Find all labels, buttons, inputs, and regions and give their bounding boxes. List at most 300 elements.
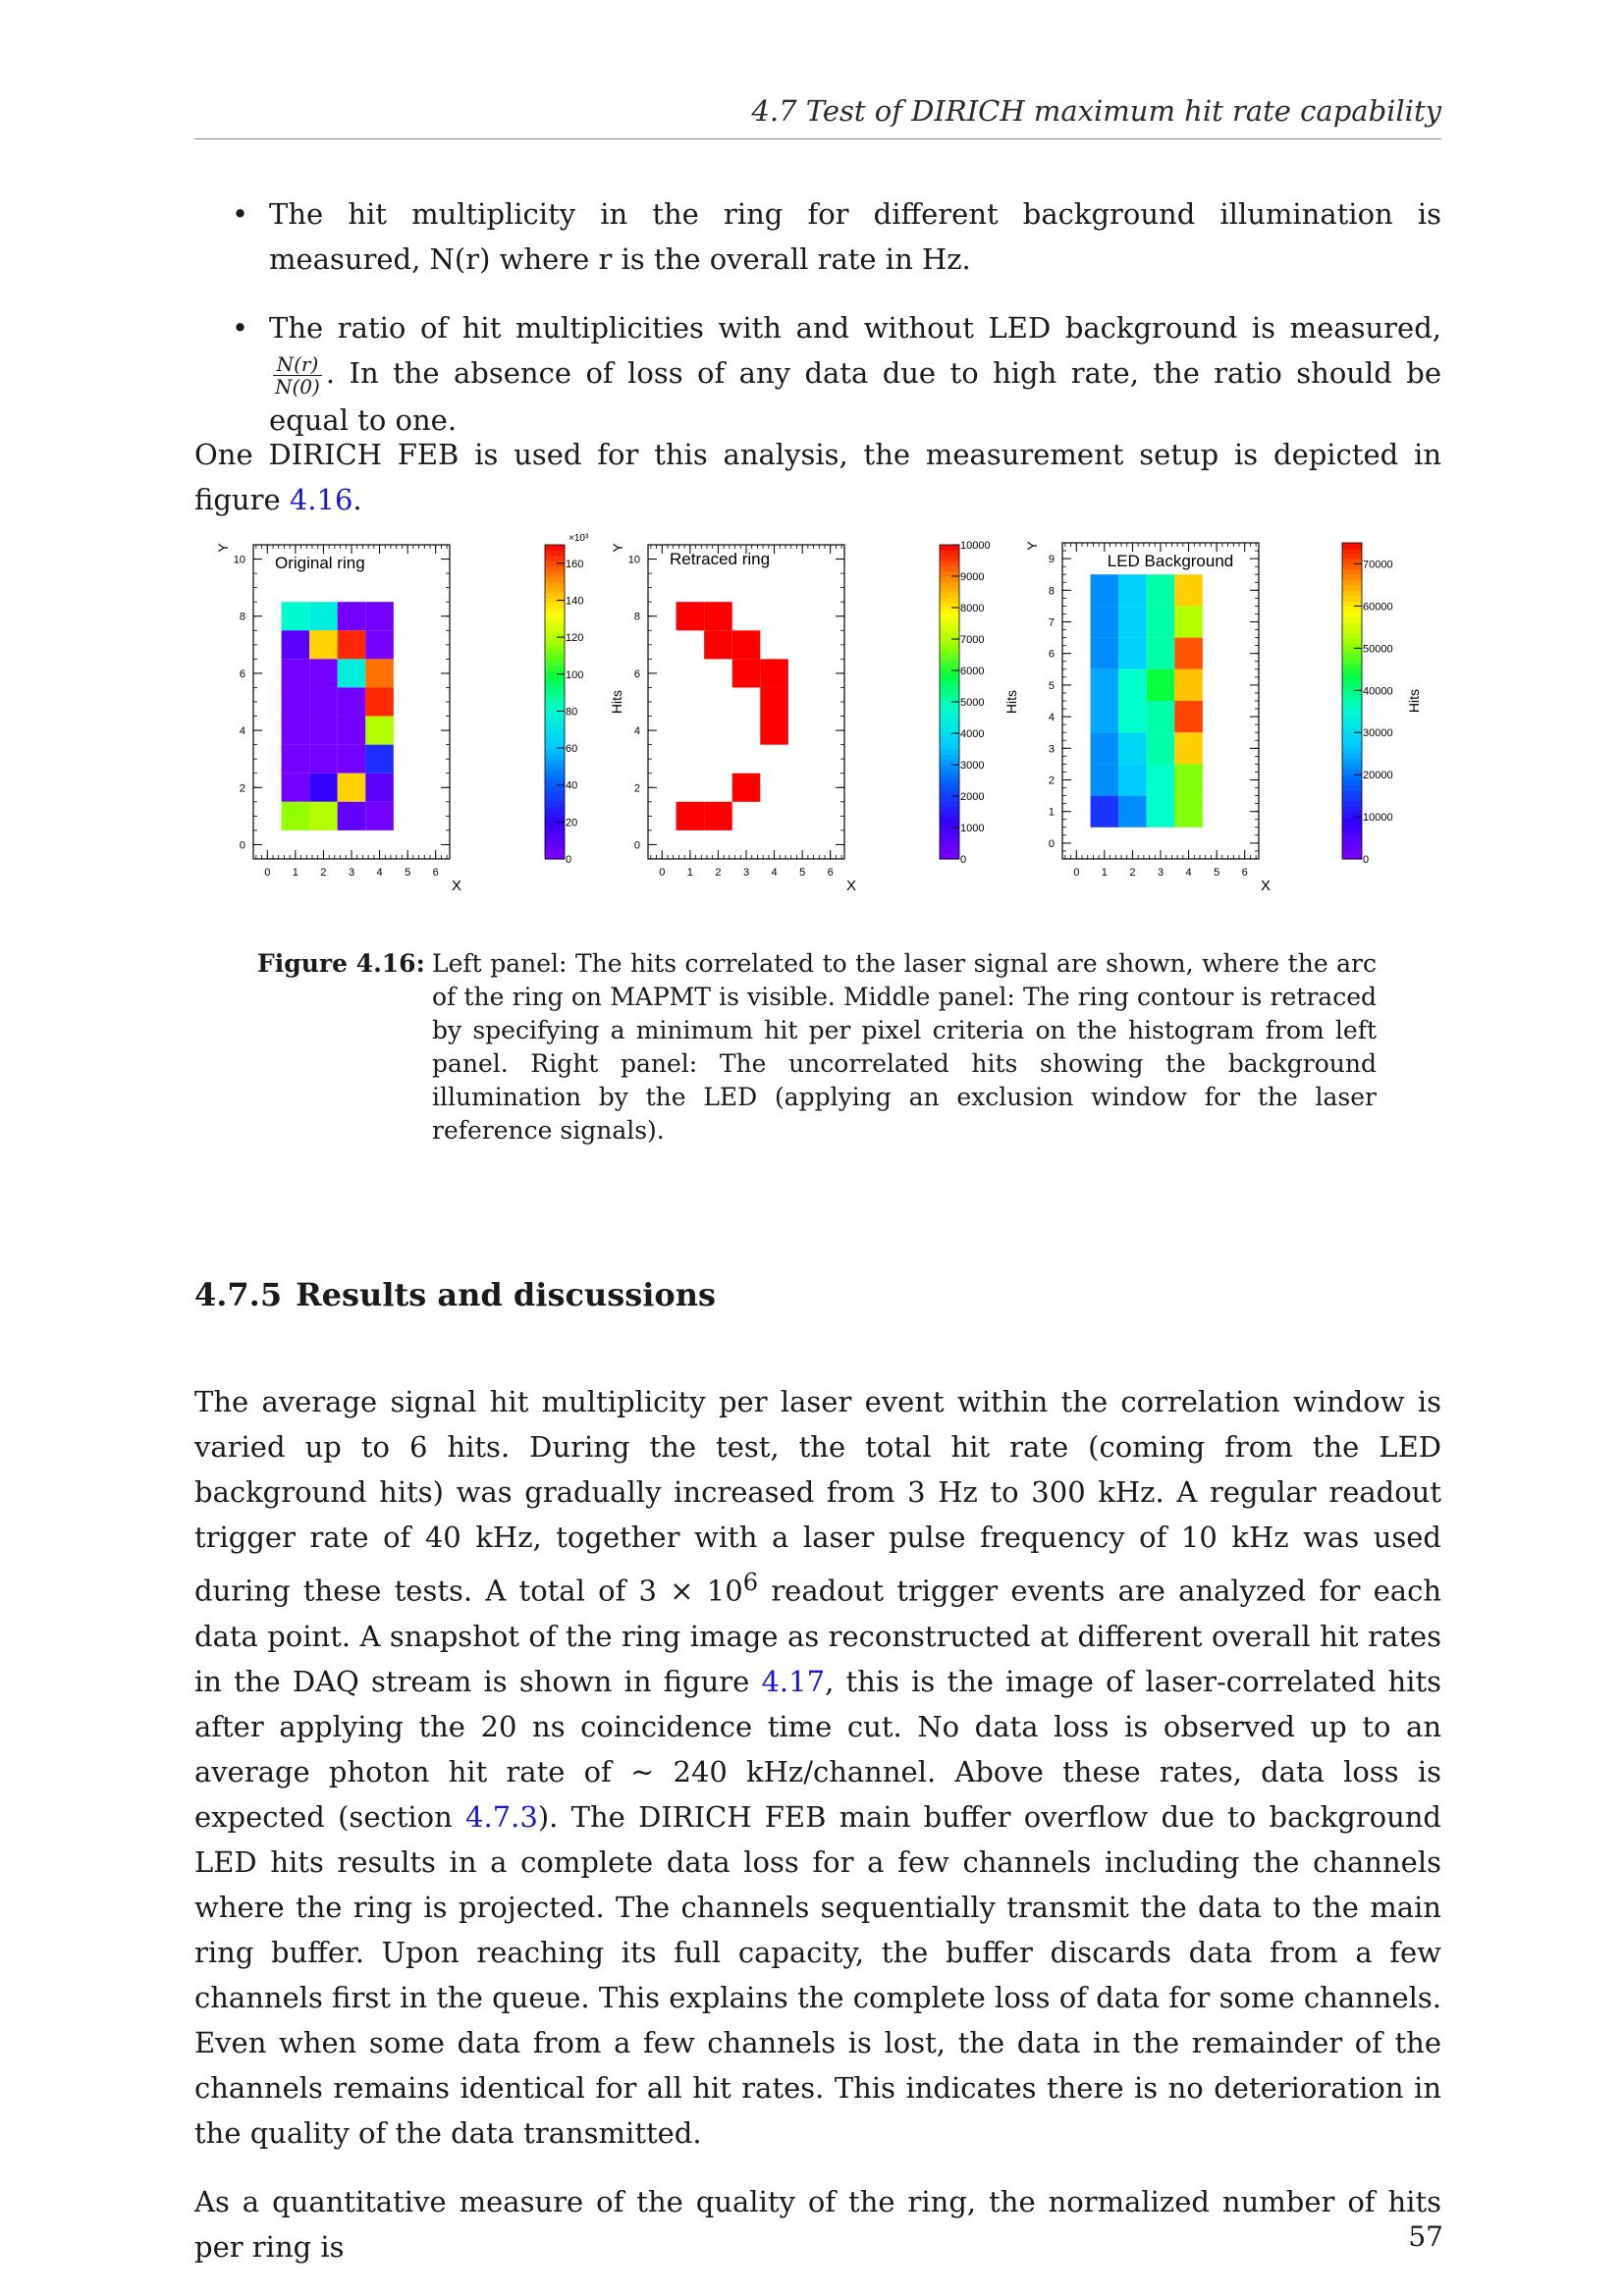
paragraph-text: , this is the image of laser-correlated hits after applying the 20 ns coincidence time cut. No data loss is observed up to an average photon hit rate of ∼ 240 kHz/channel. Above these rates, data loss is expected (section <box>194 1664 1441 1834</box>
colorbar-segment <box>1342 622 1362 628</box>
colorbar-segment <box>1342 848 1362 854</box>
colorbar-segment <box>1342 638 1362 644</box>
colorbar-segment <box>940 592 959 598</box>
heatmap-cell <box>704 630 732 659</box>
heatmap-cell <box>282 659 310 687</box>
colorbar-tick-label: 9000 <box>960 571 985 583</box>
y-tick-label: 2 <box>239 782 245 795</box>
colorbar-segment <box>940 775 959 781</box>
heatmap-cell <box>365 687 394 716</box>
y-tick-label: 6 <box>239 667 245 680</box>
heatmap-cell <box>1091 732 1119 764</box>
colorbar-segment <box>940 832 959 838</box>
heatmap-cell <box>1174 669 1203 701</box>
colorbar-segment <box>545 823 565 828</box>
section-number: 4.7.5 <box>194 1276 283 1313</box>
colorbar-segment <box>1342 580 1362 586</box>
panel-title: Retraced ring <box>670 550 771 568</box>
heatmap-cell <box>309 687 338 716</box>
colorbar-segment <box>940 765 959 771</box>
colorbar-segment <box>940 670 959 676</box>
x-tick-label: 5 <box>799 867 806 879</box>
exponent: 6 <box>742 1569 759 1596</box>
x-tick-label: 2 <box>320 867 327 879</box>
paragraph-text: ). The DIRICH FEB main buffer overflow due to background LED hits results in a complete data loss for a few channels including the channels where the ring is projected. The channels sequentially transmit the data to the main ring buffer. Upon reaching its full capacity, the buffer discards data from a few channels first in the queue. This explains the complete loss of data for some channels. Even when some data from a few channels is lost, the data in the remainder of the channels remains identical for all hit rates. This indicates there is no deterioration in the quality of the data transmitted. <box>194 1799 1441 2150</box>
ratio-fraction <box>273 353 322 398</box>
colorbar-segment <box>1342 774 1362 780</box>
x-tick-label: 4 <box>376 867 383 879</box>
y-tick-label: 8 <box>1048 585 1055 598</box>
heatmap-cell <box>732 774 761 802</box>
heatmap-cell <box>282 602 310 630</box>
colorbar-segment <box>545 608 565 614</box>
colorbar-segment <box>1342 721 1362 727</box>
colorbar-segment <box>1342 690 1362 696</box>
heatmap-cell <box>1118 574 1147 606</box>
colorbar-segment <box>1342 817 1362 823</box>
panel-retraced-ring <box>610 540 1019 894</box>
colorbar-segment <box>1342 748 1362 754</box>
heatmap-cell <box>365 630 394 659</box>
colorbar-segment <box>1342 574 1362 580</box>
heatmap-cell <box>338 774 366 802</box>
heatmap-cell <box>365 745 394 774</box>
colorbar-segment <box>1342 569 1362 575</box>
y-tick-label: 8 <box>239 611 245 623</box>
heatmap-cell <box>282 745 310 774</box>
caption-text: Left panel: The hits correlated to the laser signal are shown, where the arc of the ring on MAPMT is visible. Middle panel: The ring contour is retraced by specifying a minimum hit per pixel criteria on the histogram from left panel. Right panel: The uncorrelated hits showing the background illumination by the LED (applying an exclusion window for the laser reference signals). <box>432 949 1377 1145</box>
x-axis-label: X <box>845 878 856 894</box>
colorbar-segment <box>940 628 959 634</box>
colorbar-segment <box>1342 659 1362 665</box>
heatmap-cell <box>1091 764 1119 795</box>
colorbar-segment <box>545 545 565 551</box>
x-tick-label: 1 <box>1101 867 1108 879</box>
colorbar-segment <box>1342 764 1362 770</box>
colorbar-segment <box>940 718 959 723</box>
colorbar-segment <box>940 713 959 719</box>
colorbar-segment <box>1342 616 1362 622</box>
colorbar-segment <box>1342 843 1362 849</box>
colorbar-segment <box>940 650 959 656</box>
colorbar-segment <box>545 843 565 849</box>
heatmap-cell <box>1174 638 1203 669</box>
y-axis-label: Y <box>1024 541 1040 551</box>
panel-original-ring <box>215 533 624 894</box>
heatmap-cell <box>338 802 366 830</box>
colorbar-segment <box>545 613 565 618</box>
heatmap-cell <box>365 717 394 745</box>
colorbar-segment <box>1342 717 1362 722</box>
colorbar-segment <box>545 565 565 571</box>
colorbar-segment <box>545 775 565 781</box>
heatmap-cell <box>1174 701 1203 732</box>
colorbar-segment <box>940 613 959 618</box>
heatmap-cell <box>760 717 788 745</box>
colorbar-segment <box>545 639 565 645</box>
heatmap-cell <box>309 774 338 802</box>
colorbar-segment <box>1342 754 1362 760</box>
colorbar-segment <box>545 832 565 838</box>
colorbar-tick-label: 20000 <box>1363 770 1393 782</box>
heatmap-cell <box>309 745 338 774</box>
heatmap-cell <box>732 630 761 659</box>
y-axis-label: Y <box>610 543 625 553</box>
colorbar-tick-label: 3000 <box>960 760 985 772</box>
colorbar-segment <box>940 597 959 603</box>
colorbar-segment <box>940 675 959 681</box>
heatmap-cell <box>309 630 338 659</box>
heatmap-cell <box>338 687 366 716</box>
colorbar-segment <box>1342 632 1362 638</box>
intro-paragraph <box>194 432 1441 522</box>
heatmap-cell <box>760 659 788 687</box>
results-paragraph-2: As a quantitative measure of the quality of the ring, the normalized number of hits per ring is <box>194 2184 1441 2264</box>
heatmap-cell <box>309 602 338 630</box>
colorbar-segment <box>545 581 565 587</box>
y-tick-label: 4 <box>1048 712 1055 724</box>
colorbar-segment <box>940 838 959 844</box>
colorbar-segment <box>940 848 959 854</box>
x-tick-label: 2 <box>715 867 722 879</box>
colorbar-segment <box>1342 790 1362 796</box>
colorbar-tick-label: 40 <box>566 779 578 792</box>
colorbar-tick-label: 0 <box>1363 854 1370 866</box>
y-tick-label: 9 <box>1048 554 1055 566</box>
colorbar-segment <box>1342 743 1362 749</box>
heatmap-cell <box>1147 669 1175 701</box>
colorbar-segment <box>545 760 565 766</box>
colorbar-label: Hits <box>609 689 624 715</box>
heatmap-cell <box>732 659 761 687</box>
colorbar-segment <box>940 733 959 739</box>
y-tick-label: 3 <box>1048 743 1055 756</box>
colorbar-segment <box>940 722 959 728</box>
y-tick-label: 6 <box>1048 648 1055 661</box>
y-tick-label: 8 <box>633 611 640 623</box>
heatmap-cell <box>1147 796 1175 828</box>
heatmap-cell <box>1091 574 1119 606</box>
x-tick-label: 5 <box>405 867 411 879</box>
colorbar-segment <box>1342 627 1362 633</box>
colorbar-segment <box>1342 832 1362 838</box>
colorbar-segment <box>545 603 565 609</box>
heatmap-cell <box>309 717 338 745</box>
heatmap-cell <box>1118 764 1147 795</box>
heatmap-cell <box>309 802 338 830</box>
colorbar-segment <box>940 639 959 645</box>
x-axis-label: X <box>1260 878 1271 894</box>
colorbar-segment <box>545 791 565 797</box>
colorbar-segment <box>545 765 565 771</box>
colorbar-tick-label: 2000 <box>960 791 985 803</box>
section-heading <box>194 1276 716 1313</box>
list-item <box>194 305 1441 443</box>
x-tick-label: 0 <box>1073 867 1080 879</box>
colorbar-segment <box>1342 612 1362 617</box>
colorbar-tick-label: 5000 <box>960 697 985 709</box>
colorbar-tick-label: 8000 <box>960 603 985 614</box>
x-tick-label: 4 <box>1185 867 1192 879</box>
heatmap-cell <box>1118 669 1147 701</box>
colorbar-tick-label: 70000 <box>1363 559 1393 571</box>
colorbar-segment <box>940 660 959 666</box>
colorbar-segment <box>1342 806 1362 812</box>
colorbar-segment <box>545 754 565 760</box>
colorbar-segment <box>1342 796 1362 802</box>
colorbar-segment <box>545 713 565 719</box>
colorbar-segment <box>940 785 959 791</box>
colorbar-segment <box>940 686 959 692</box>
colorbar-segment <box>940 817 959 823</box>
colorbar-segment <box>545 812 565 818</box>
heatmap-cell <box>282 774 310 802</box>
colorbar-segment <box>940 828 959 833</box>
colorbar-segment <box>545 848 565 854</box>
header-rule <box>194 138 1441 139</box>
colorbar-tick-label: 4000 <box>960 728 985 740</box>
colorbar-segment <box>1342 759 1362 765</box>
heatmap-cell <box>1147 701 1175 732</box>
colorbar-segment <box>940 702 959 708</box>
colorbar-multiplier: ×10³ <box>568 533 589 544</box>
colorbar-segment <box>1342 548 1362 554</box>
colorbar-segment <box>545 592 565 598</box>
colorbar-segment <box>545 744 565 750</box>
colorbar-segment <box>1342 838 1362 844</box>
x-tick-label: 2 <box>1129 867 1136 879</box>
colorbar-segment <box>1342 669 1362 675</box>
heatmap-cell <box>338 717 366 745</box>
x-tick-label: 1 <box>686 867 693 879</box>
bullet-dot: • <box>232 311 249 345</box>
colorbar-segment <box>940 681 959 687</box>
colorbar-segment <box>1342 596 1362 602</box>
colorbar-segment <box>1342 732 1362 738</box>
colorbar-segment <box>545 722 565 728</box>
colorbar-tick-label: 120 <box>566 632 584 645</box>
x-tick-label: 6 <box>432 867 439 879</box>
colorbar-segment <box>940 545 959 551</box>
colorbar-segment <box>940 581 959 587</box>
colorbar-segment <box>545 807 565 813</box>
heatmap-cell <box>1147 606 1175 637</box>
colorbar-segment <box>1342 590 1362 596</box>
x-tick-label: 0 <box>659 867 666 879</box>
colorbar-segment <box>940 556 959 561</box>
heatmap-cell <box>282 630 310 659</box>
heatmap-cell <box>677 602 705 630</box>
list-item <box>194 191 1441 282</box>
y-tick-label: 4 <box>239 725 245 738</box>
colorbar-tick-label: 50000 <box>1363 643 1393 656</box>
x-tick-label: 1 <box>292 867 298 879</box>
heatmap-cell <box>1118 606 1147 637</box>
colorbar-segment <box>1342 680 1362 686</box>
heatmap-cell <box>1118 638 1147 669</box>
colorbar-segment <box>940 796 959 802</box>
colorbar-tick-label: 0 <box>566 854 572 866</box>
colorbar-tick-label: 140 <box>566 595 584 608</box>
colorbar-segment <box>545 691 565 697</box>
colorbar-segment <box>940 561 959 566</box>
heatmap-cell <box>1147 732 1175 764</box>
colorbar-segment <box>545 675 565 681</box>
colorbar-segment <box>545 801 565 807</box>
colorbar-tick-label: 10000 <box>1363 812 1393 825</box>
colorbar-segment <box>1342 828 1362 833</box>
x-tick-label: 4 <box>771 867 778 879</box>
heatmap-cell <box>704 802 732 830</box>
y-tick-label: 10 <box>627 554 640 566</box>
heatmap-cell <box>1118 732 1147 764</box>
bullet-dot: • <box>232 197 249 231</box>
running-head: 4.7 Test of DIRICH maximum hit rate capability <box>751 94 1441 128</box>
y-tick-label: 0 <box>633 839 640 852</box>
colorbar-tick-label: 1000 <box>960 823 985 834</box>
x-axis-label: X <box>451 878 461 894</box>
page-number: 57 <box>1408 2220 1443 2253</box>
heatmap-cell <box>282 687 310 716</box>
colorbar-segment <box>545 707 565 713</box>
colorbar-label: Hits <box>1003 689 1019 715</box>
heatmap-cell <box>365 659 394 687</box>
colorbar-segment <box>545 733 565 739</box>
y-tick-label: 0 <box>239 839 245 852</box>
x-tick-label: 0 <box>264 867 271 879</box>
heatmap-cell <box>338 630 366 659</box>
colorbar-segment <box>1342 822 1362 828</box>
figure-reference-link[interactable]: 4.16 <box>289 483 353 516</box>
heatmap-cell <box>1174 606 1203 637</box>
colorbar-tick-label: 7000 <box>960 634 985 646</box>
x-tick-label: 3 <box>1157 867 1164 879</box>
heatmap-cell <box>365 602 394 630</box>
colorbar-segment <box>1342 801 1362 807</box>
colorbar-segment <box>940 618 959 624</box>
colorbar-segment <box>940 749 959 755</box>
colorbar-segment <box>940 608 959 614</box>
colorbar-tick-label: 100 <box>566 668 584 681</box>
section-reference-link[interactable]: 4.7.3 <box>465 1799 538 1834</box>
heatmap-cell <box>677 802 705 830</box>
heatmap-cell <box>1174 796 1203 828</box>
colorbar-segment <box>545 666 565 671</box>
colorbar-label: Hits <box>1406 688 1422 714</box>
colorbar-segment <box>940 801 959 807</box>
fraction-numerator: N(r) <box>273 353 322 376</box>
heatmap-cell <box>1091 638 1119 669</box>
colorbar-segment <box>940 843 959 849</box>
colorbar-segment <box>545 650 565 656</box>
y-tick-label: 7 <box>1048 616 1055 629</box>
colorbar-segment <box>1342 648 1362 654</box>
colorbar-segment <box>940 754 959 760</box>
heatmap-cell <box>704 602 732 630</box>
heatmap-cell <box>365 774 394 802</box>
y-tick-label: 4 <box>633 725 640 738</box>
panel-title: LED Background <box>1107 552 1234 570</box>
colorbar-segment <box>545 571 565 577</box>
colorbar-segment <box>545 628 565 634</box>
colorbar-segment <box>545 828 565 833</box>
heatmap-cell <box>1147 574 1175 606</box>
colorbar-tick-label: 80 <box>566 706 578 719</box>
colorbar-segment <box>1342 654 1362 660</box>
colorbar-tick-label: 10000 <box>960 540 991 552</box>
paragraph-text: readout trigger events are analyzed for each data point. A snapshot of the ring image as reconstructed at different overall hit rates in the DAQ stream is shown in figure <box>194 1574 1441 1698</box>
y-axis-label: Y <box>215 543 231 553</box>
colorbar-segment <box>545 728 565 734</box>
colorbar-tick-label: 40000 <box>1363 685 1393 698</box>
x-tick-label: 5 <box>1214 867 1220 879</box>
figure-reference-link[interactable]: 4.17 <box>761 1664 826 1698</box>
colorbar-segment <box>1342 706 1362 712</box>
colorbar-segment <box>940 550 959 556</box>
heatmap-cell <box>338 659 366 687</box>
heatmap-cell <box>1091 796 1119 828</box>
colorbar-segment <box>545 660 565 666</box>
bullet-text: The hit multiplicity in the ring for different background illumination is measured, N(r) where r is the overall rate in Hz. <box>269 197 1441 276</box>
y-tick-label: 6 <box>633 667 640 680</box>
caption-label: Figure 4.16: <box>257 949 425 978</box>
colorbar-segment <box>1342 543 1362 549</box>
y-tick-label: 2 <box>1048 774 1055 787</box>
y-tick-label: 10 <box>233 554 245 566</box>
bullet-text-before: The ratio of hit multiplicities with and without LED background is measured, <box>269 311 1441 345</box>
colorbar-tick-label: 160 <box>566 558 584 570</box>
colorbar-segment <box>940 812 959 818</box>
heatmap-cell <box>338 602 366 630</box>
colorbar-segment <box>940 691 959 697</box>
colorbar-segment <box>545 770 565 775</box>
colorbar-segment <box>545 697 565 703</box>
heatmap-cell <box>309 659 338 687</box>
heatmap-cell <box>760 687 788 716</box>
heatmap-cell <box>1091 606 1119 637</box>
colorbar-segment <box>545 738 565 744</box>
y-tick-label: 1 <box>1048 806 1055 819</box>
colorbar-segment <box>940 644 959 650</box>
colorbar-segment <box>940 655 959 661</box>
colorbar-segment <box>1342 701 1362 707</box>
colorbar-segment <box>1342 738 1362 744</box>
colorbar-segment <box>1342 712 1362 718</box>
y-tick-label: 0 <box>1048 837 1055 850</box>
intro-end: . <box>352 483 362 516</box>
bullet-text-after: . In the absence of loss of any data due to high rate, the ratio should be equal to one. <box>269 356 1441 437</box>
bullet-list <box>194 191 1441 466</box>
colorbar-tick-label: 60000 <box>1363 601 1393 614</box>
colorbar-tick-label: 60 <box>566 743 578 756</box>
heatmap-cell <box>282 802 310 830</box>
panel-led-background <box>1024 541 1422 894</box>
y-tick-label: 5 <box>1048 679 1055 692</box>
colorbar-segment <box>940 780 959 786</box>
colorbar-segment <box>545 838 565 844</box>
colorbar-segment <box>545 576 565 582</box>
heatmap-cell <box>338 745 366 774</box>
colorbar-segment <box>545 718 565 723</box>
colorbar-segment <box>545 587 565 593</box>
colorbar-segment <box>545 670 565 676</box>
colorbar-segment <box>1342 585 1362 591</box>
fraction-denominator: N(0) <box>275 374 320 399</box>
colorbar-segment <box>1342 664 1362 669</box>
colorbar-segment <box>1342 674 1362 680</box>
results-paragraph-1 <box>194 1379 1441 2156</box>
colorbar-segment <box>545 785 565 791</box>
